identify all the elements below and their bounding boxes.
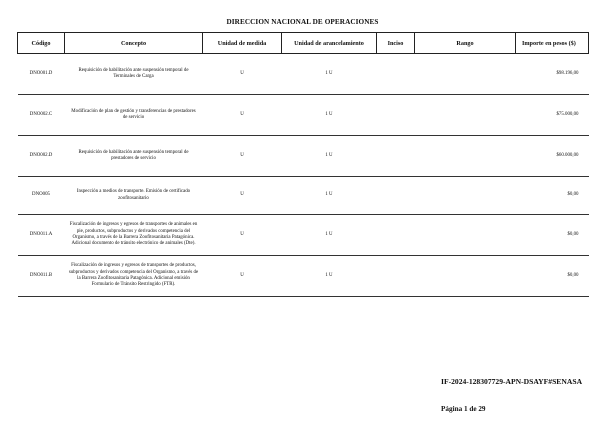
document-id: IF-2024-128307729-APN-DSAYF#SENASA [441, 377, 583, 386]
cell-rango [415, 54, 516, 95]
cell-codigo: DNO002.C [18, 95, 65, 136]
table-row [18, 215, 589, 256]
cell-unidad-medida: U [203, 215, 282, 256]
cell-concepto: Fiscalización de ingresos y egresos de transportes de animales en pie, productos, subproductos y derivados competencia del Organismo, a través de la Barrera Zoofitosanitaria Patagónica. Adicional documento de tránsito electrónico de animales (Dte). [65, 215, 203, 256]
header-concepto: Concepto [65, 33, 203, 54]
cell-unidad-arancelamiento: 1 U [282, 54, 377, 95]
cell-rango [415, 95, 516, 136]
header-codigo: Código [18, 33, 65, 54]
document-title: DIRECCION NACIONAL DE OPERACIONES [226, 18, 379, 26]
cell-inciso [377, 177, 415, 215]
cell-concepto: Modificación de plan de gestión y transferencias de prestadores de servicio [65, 95, 203, 136]
header-unidad-medida: Unidad de medida [203, 33, 282, 54]
tariff-table [17, 32, 589, 297]
cell-rango [415, 177, 516, 215]
header-unidad-arancelamiento: Unidad de arancelamiento [282, 33, 377, 54]
cell-unidad-medida: U [203, 256, 282, 297]
cell-codigo: DNO001.D [18, 54, 65, 95]
cell-unidad-arancelamiento: 1 U [282, 256, 377, 297]
cell-inciso [377, 256, 415, 297]
cell-unidad-arancelamiento: 1 U [282, 177, 377, 215]
table-row [18, 95, 589, 136]
cell-unidad-medida: U [203, 54, 282, 95]
table-row [18, 256, 589, 297]
table-row [18, 177, 589, 215]
header-importe: Importe en pesos ($) [516, 33, 589, 54]
cell-unidad-medida: U [203, 95, 282, 136]
cell-unidad-arancelamiento: 1 U [282, 136, 377, 177]
cell-concepto: Requisición de habilitación ante suspensión temporal de prestadores de servicio [65, 136, 203, 177]
cell-importe: $0,00 [516, 215, 589, 256]
cell-unidad-medida: U [203, 177, 282, 215]
cell-rango [415, 215, 516, 256]
table-row [18, 136, 589, 177]
cell-inciso [377, 95, 415, 136]
cell-unidad-arancelamiento: 1 U [282, 95, 377, 136]
table-header-row [18, 33, 589, 54]
cell-concepto: Inspección a medios de transporte. Emisión de certificado zoofitosanitario [65, 177, 203, 215]
cell-importe: $60.000,00 [516, 136, 589, 177]
cell-inciso [377, 136, 415, 177]
cell-inciso [377, 54, 415, 95]
page-number: Página 1 de 29 [441, 405, 486, 413]
header-rango: Rango [415, 33, 516, 54]
cell-unidad-medida: U [203, 136, 282, 177]
cell-rango [415, 256, 516, 297]
cell-importe: $75.000,00 [516, 95, 589, 136]
header-inciso: Inciso [377, 33, 415, 54]
cell-concepto: Fiscalización de ingresos y egresos de transportes de productos, subproductos y derivados competencia del Organismo, a través de la Barrera Zoofitosanitaria Patagónica. Adicional emisión Formulario de Tránsito Restringido (FTR). [65, 256, 203, 297]
cell-rango [415, 136, 516, 177]
cell-codigo: DNO005 [18, 177, 65, 215]
cell-unidad-arancelamiento: 1 U [282, 215, 377, 256]
cell-importe: $98.196,00 [516, 54, 589, 95]
cell-codigo: DNO011.A [18, 215, 65, 256]
cell-importe: $0,00 [516, 256, 589, 297]
cell-codigo: DNO002.D [18, 136, 65, 177]
table-row [18, 54, 589, 95]
cell-concepto: Requisición de habilitación ante suspensión temporal de Terminales de Carga [65, 54, 203, 95]
cell-inciso [377, 215, 415, 256]
cell-importe: $0,00 [516, 177, 589, 215]
cell-codigo: DNO011.B [18, 256, 65, 297]
